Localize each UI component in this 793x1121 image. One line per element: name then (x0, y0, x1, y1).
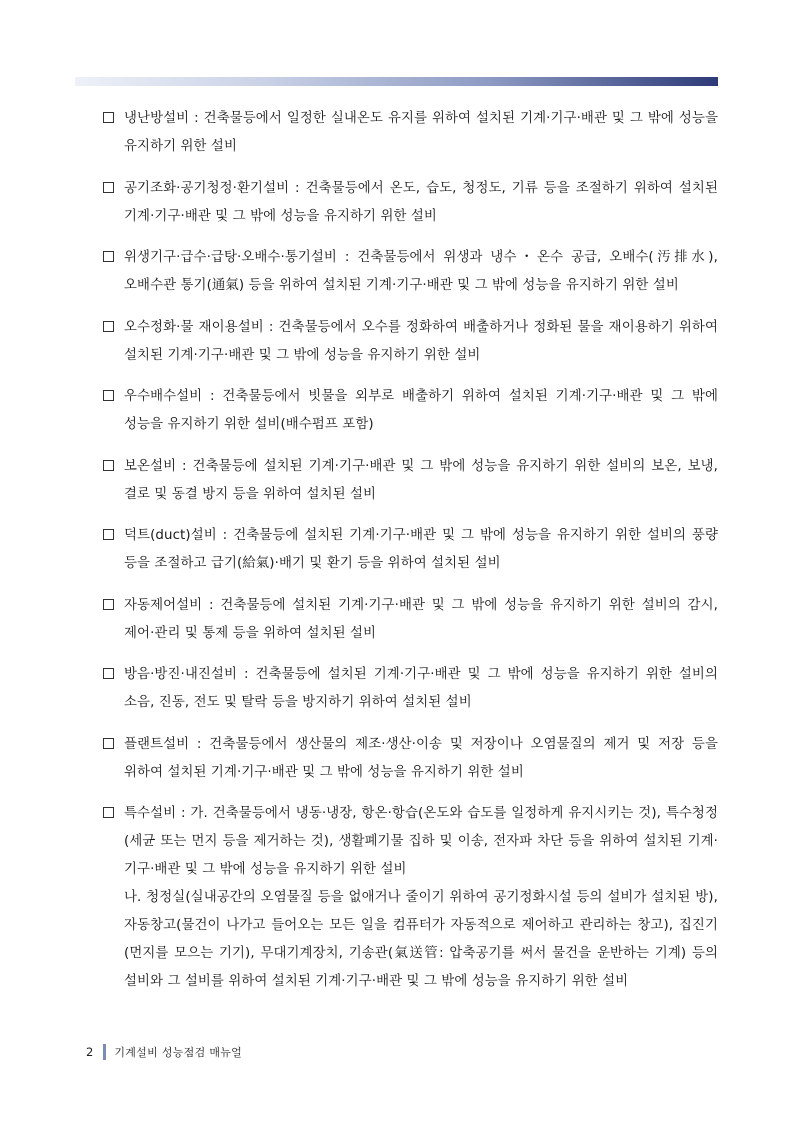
checkbox-icon (103, 529, 114, 540)
list-item-text: 덕트(duct)설비 : 건축물등에 설치된 기계·기구·배관 및 그 밖에 성능을 유지하기 위한 설비의 풍량 등을 조절하고 급기(給氣)·배기 및 환기 등을 위하여 설치된 설비 (124, 528, 718, 571)
list-item-text: 공기조화·공기청정·환기설비 : 건축물등에서 온도, 습도, 청정도, 기류 등을 조절하기 위하여 설치된 기계·기구·배관 및 그 밖에 성능을 유지하기 위한 설비 (124, 180, 718, 224)
definition-list (101, 105, 718, 1010)
list-item-text: 냉난방설비 : 건축물등에서 일정한 실내온도 유지를 위하여 설치된 기계·기구·배관 및 그 밖에 성능을 유지하기 위한 설비 (124, 111, 718, 154)
list-item (101, 800, 718, 996)
list-item-text: 자동제어설비 : 건축물등에 설치된 기계·기구·배관 및 그 밖에 성능을 유지하기 위한 설비의 감시, 제어·관리 및 통제 등을 위하여 설치된 설비 (124, 597, 718, 641)
checkbox-icon (103, 321, 114, 332)
list-item (101, 244, 718, 300)
footer-title: 기계설비 성능점검 매뉴얼 (114, 1046, 243, 1059)
list-item (101, 105, 718, 161)
list-item-text: 방음·방진·내진설비 : 건축물등에 설치된 기계·기구·배관 및 그 밖에 성능을 유지하기 위한 설비의 소음, 진동, 전도 및 탈락 등을 방지하기 위하여 설치된 설비 (124, 667, 718, 710)
list-item (101, 383, 718, 439)
list-item (101, 453, 718, 509)
header-gradient-bar (75, 77, 718, 86)
checkbox-icon (103, 460, 114, 471)
checkbox-icon (103, 807, 114, 818)
checkbox-icon (103, 738, 114, 749)
list-item (101, 175, 718, 231)
checkbox-icon (103, 251, 114, 262)
page-footer (86, 1044, 242, 1060)
checkbox-icon (103, 390, 114, 401)
list-item-continuation: 나. 청정실(실내공간의 오염물질 등을 없애거나 줄이기 위하여 공기정화시설 등의 설비가 설치된 방), 자동창고(물건이 나가고 들어오는 모든 일을 컴퓨터가 자동적으로 제어하고 관리하는 창고), 집진기(먼지를 모으는 기기), 무대기계장치, 기송관(氣送管: 압축공기를 써서 물건을 운반하는 기계) 등의 설비와 그 설비를 위하여 설치된 기계·기구·배관 및 그 밖에 성능을 유지하기 위한 설비 (124, 890, 718, 989)
checkbox-icon (103, 599, 114, 610)
list-item-text: 보온설비 : 건축물등에 설치된 기계·기구·배관 및 그 밖에 성능을 유지하기 위한 설비의 보온, 보냉, 결로 및 동결 방지 등을 위하여 설치된 설비 (124, 458, 718, 502)
list-item-text: 특수설비 : 가. 건축물등에서 냉동·냉장, 항온·항습(온도와 습도를 일정하게 유지시키는 것), 특수청정(세균 또는 먼지 등을 제거하는 것), 생활폐기물 집하 및 이송, 전자파 차단 등을 위하여 설치된 기계·기구·배관 및 그 밖에 성능을 유지하기 위한 설비 (124, 806, 718, 877)
list-item (101, 592, 718, 648)
checkbox-icon (103, 112, 114, 123)
list-item-text: 플랜트설비 : 건축물등에서 생산물의 제조·생산·이송 및 저장이나 오염물질의 제거 및 저장 등을 위하여 설치된 기계·기구·배관 및 그 밖에 성능을 유지하기 위한 설비 (124, 736, 718, 780)
list-item (101, 314, 718, 370)
list-item-text: 오수정화·물 재이용설비 : 건축물등에서 오수를 정화하여 배출하거나 정화된 물을 재이용하기 위하여 설치된 기계·기구·배관 및 그 밖에 성능을 유지하기 위한 설비 (124, 319, 718, 363)
footer-divider (103, 1044, 106, 1060)
page-number: 2 (86, 1045, 94, 1059)
list-item (101, 731, 718, 787)
list-item-text: 위생기구·급수·급탕·오배수·통기설비 : 건축물등에서 위생과 냉수・온수 공급, 오배수(汚排水), 오배수관 통기(通氣) 등을 위하여 설치된 기계·기구·배관 및 그 밖에 성능을 유지하기 위한 설비 (124, 250, 718, 293)
list-item-text: 우수배수설비 : 건축물등에서 빗물을 외부로 배출하기 위하여 설치된 기계·기구·배관 및 그 밖에 성능을 유지하기 위한 설비(배수펌프 포함) (124, 389, 718, 432)
checkbox-icon (103, 668, 114, 679)
checkbox-icon (103, 182, 114, 193)
list-item (101, 522, 718, 578)
list-item (101, 661, 718, 717)
